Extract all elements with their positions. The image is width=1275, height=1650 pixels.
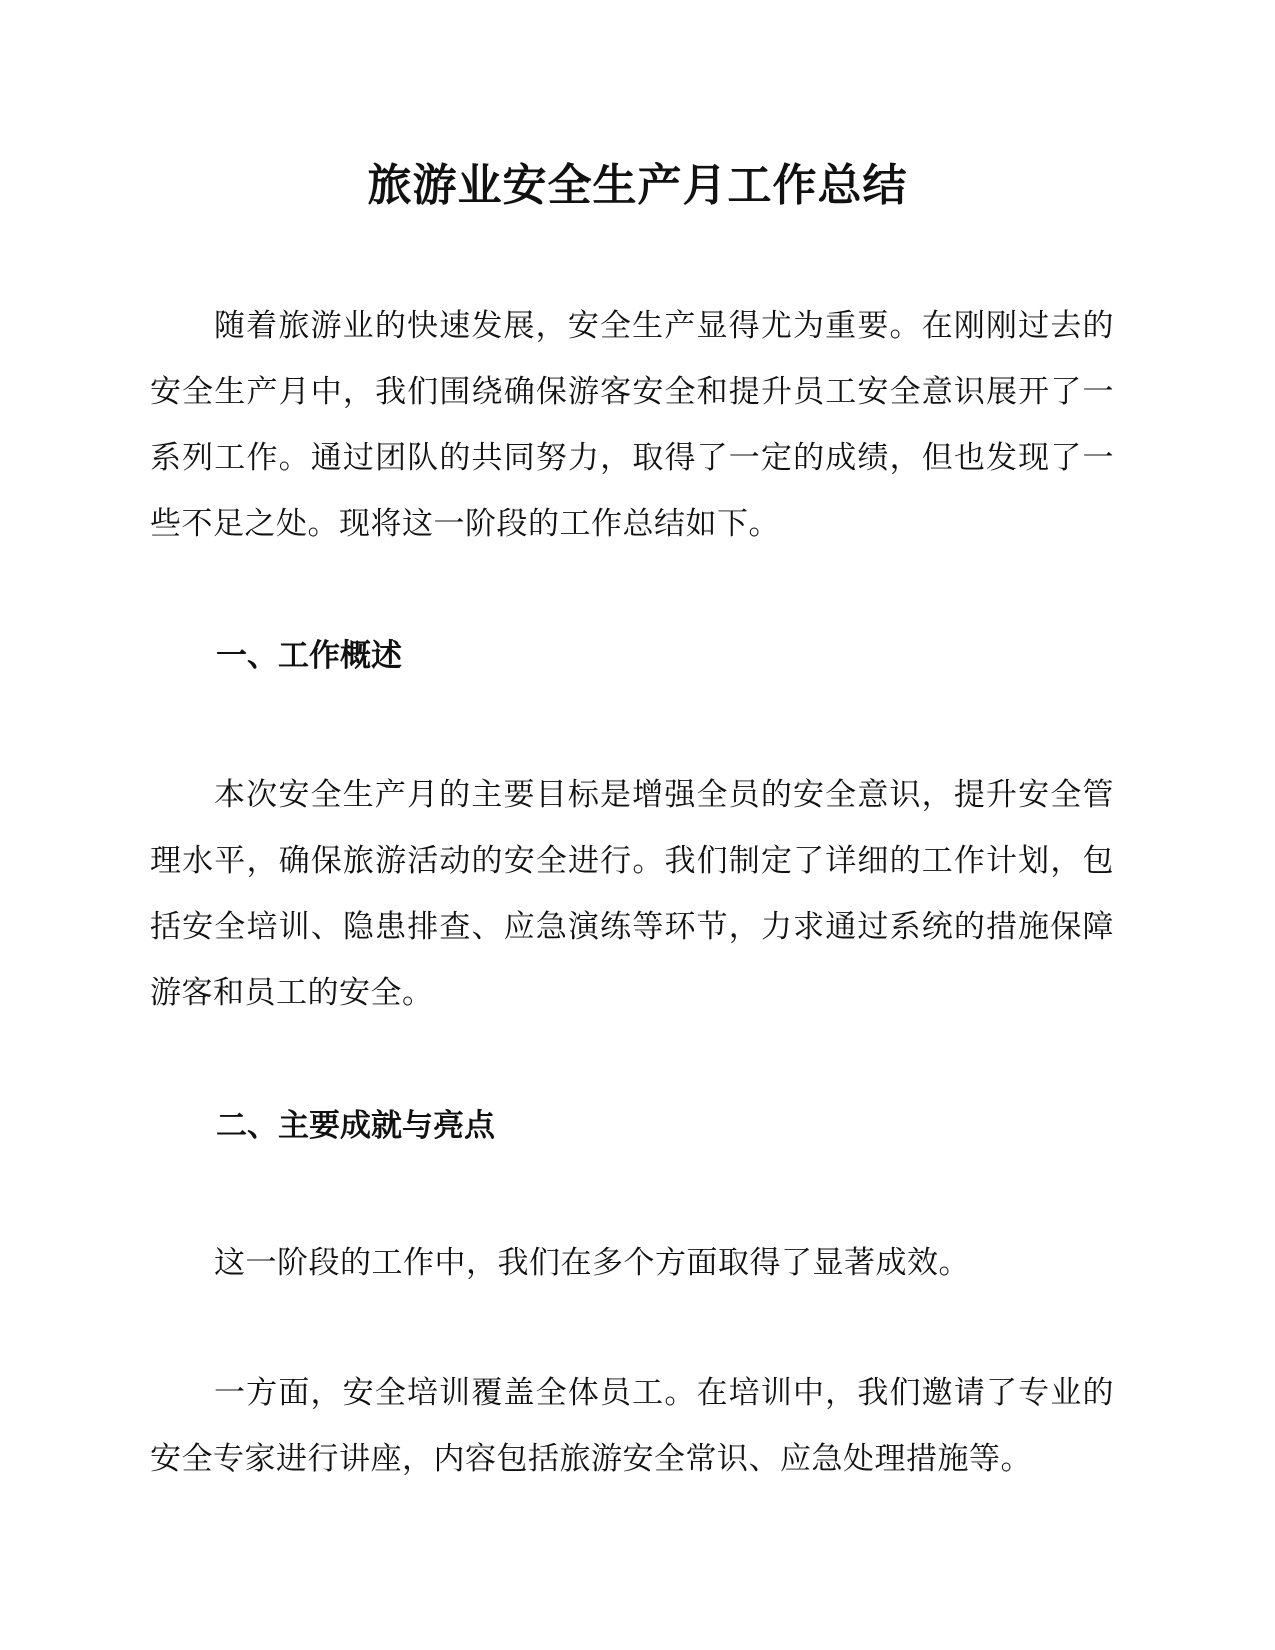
intro-paragraph: 随着旅游业的快速发展，安全生产显得尤为重要。在刚刚过去的安全生产月中，我们围绕确保游客安全和提升员工安全意识展开了一系列工作。通过团队的共同努力，取得了一定的成绩，但也发现了一些不足之处。现将这一阶段的工作总结如下。 xyxy=(150,308,1114,542)
section-heading-overview: 一、工作概述 xyxy=(216,638,402,674)
overview-paragraph: 本次安全生产月的主要目标是增强全员的安全意识，提升安全管理水平，确保旅游活动的安全进行。我们制定了详细的工作计划，包括安全培训、隐患排查、应急演练等环节，力求通过系统的措施保障游客和员工的安全。 xyxy=(150,777,1114,1011)
document-title: 旅游业安全生产月工作总结 xyxy=(367,160,908,211)
achievements-paragraph-1: 这一阶段的工作中，我们在多个方面取得了显著成效。 xyxy=(214,1245,970,1281)
achievements-paragraph-2: 一方面，安全培训覆盖全体员工。在培训中，我们邀请了专业的安全专家进行讲座，内容包括旅游安全常识、应急处理措施等。 xyxy=(150,1375,1114,1477)
section-heading-achievements: 二、主要成就与亮点 xyxy=(216,1108,495,1144)
